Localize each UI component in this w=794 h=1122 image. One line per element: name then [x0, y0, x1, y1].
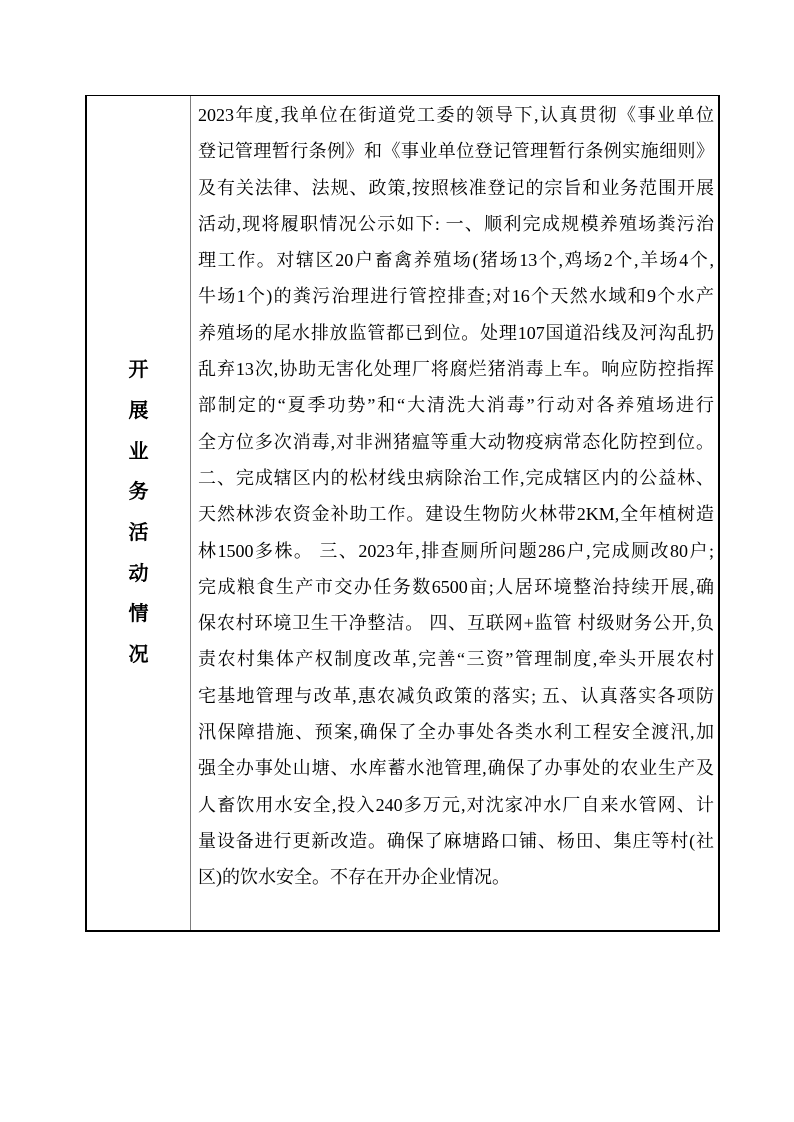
row-header-char: 业	[128, 440, 149, 463]
row-header-char: 活	[128, 522, 149, 544]
text-line: 林1500多株。 三、2023年,排查厕所问题286户,完成厕改80户;	[198, 540, 714, 561]
text-line: 责农村集体产权制度改革,完善“三资”管理制度,牵头开展农村	[198, 649, 714, 670]
text-line: 二、完成辖区内的松材线虫病除治工作,完成辖区内的公益林、	[198, 467, 714, 488]
text-line: 及有关法律、法规、政策,按照核准登记的宗旨和业务范围开展	[198, 177, 714, 198]
text-line: 乱弃13次,协助无害化处理厂将腐烂猪消毒上车。响应防控指挥	[198, 359, 714, 380]
text-line: 保农村环境卫生干净整洁。 四、互联网+监管 村级财务公开,负	[198, 613, 714, 634]
row-header-char: 开	[128, 359, 149, 382]
text-line: 人畜饮用水安全,投入240多万元,对沈家冲水厂自来水管网、计	[198, 794, 714, 815]
text-line: 部制定的“夏季功势”和“大清洗大消毒”行动对各养殖场进行	[198, 395, 714, 416]
row-header-char: 展	[128, 399, 149, 422]
text-line: 登记管理暂行条例》和《事业单位登记管理暂行条例实施细则》	[198, 141, 714, 162]
text-line: 宅基地管理与改革,惠农减负政策的落实; 五、认真落实各项防	[198, 685, 714, 706]
text-line: 全方位多次消毒,对非洲猪瘟等重大动物疫病常态化防控到位。	[198, 431, 714, 452]
text-line: 区)的饮水安全。不存在开办企业情况。	[198, 867, 510, 888]
text-line: 量设备进行更新改造。确保了麻塘路口铺、杨田、集庄等村(社	[198, 830, 714, 851]
row-header-cell	[87, 96, 191, 930]
text-line: 养殖场的尾水排放监管都已到位。处理107国道沿线及河沟乱扔	[198, 322, 714, 343]
text-line: 完成粮食生产市交办任务数6500亩;人居环境整治持续开展,确	[198, 576, 714, 597]
text-line: 活动,现将履职情况公示如下: 一、顺利完成规模养殖场粪污治	[198, 213, 714, 234]
row-header-char: 动	[128, 562, 149, 585]
row-header-label	[129, 350, 149, 676]
text-line: 强全办事处山塘、水库蓄水池管理,确保了办事处的农业生产及	[198, 758, 714, 779]
row-header-char: 务	[128, 481, 149, 504]
text-line: 理工作。对辖区20户畜禽养殖场(猪场13个,鸡场2个,羊场4个,	[198, 250, 714, 271]
text-line: 牛场1个)的粪污治理进行管控排查;对16个天然水域和9个水产	[198, 286, 714, 307]
text-line: 天然林涉农资金补助工作。建设生物防火林带2KM,全年植树造	[198, 504, 714, 525]
row-header-char: 况	[128, 644, 149, 667]
report-table	[85, 95, 720, 932]
business-activity-cell	[191, 96, 718, 930]
text-line: 汛保障措施、预案,确保了全办事处各类水利工程安全渡汛,加	[198, 722, 714, 743]
row-header-char: 情	[128, 603, 149, 626]
text-line: 2023年度,我单位在街道党工委的领导下,认真贯彻《事业单位	[198, 105, 714, 125]
